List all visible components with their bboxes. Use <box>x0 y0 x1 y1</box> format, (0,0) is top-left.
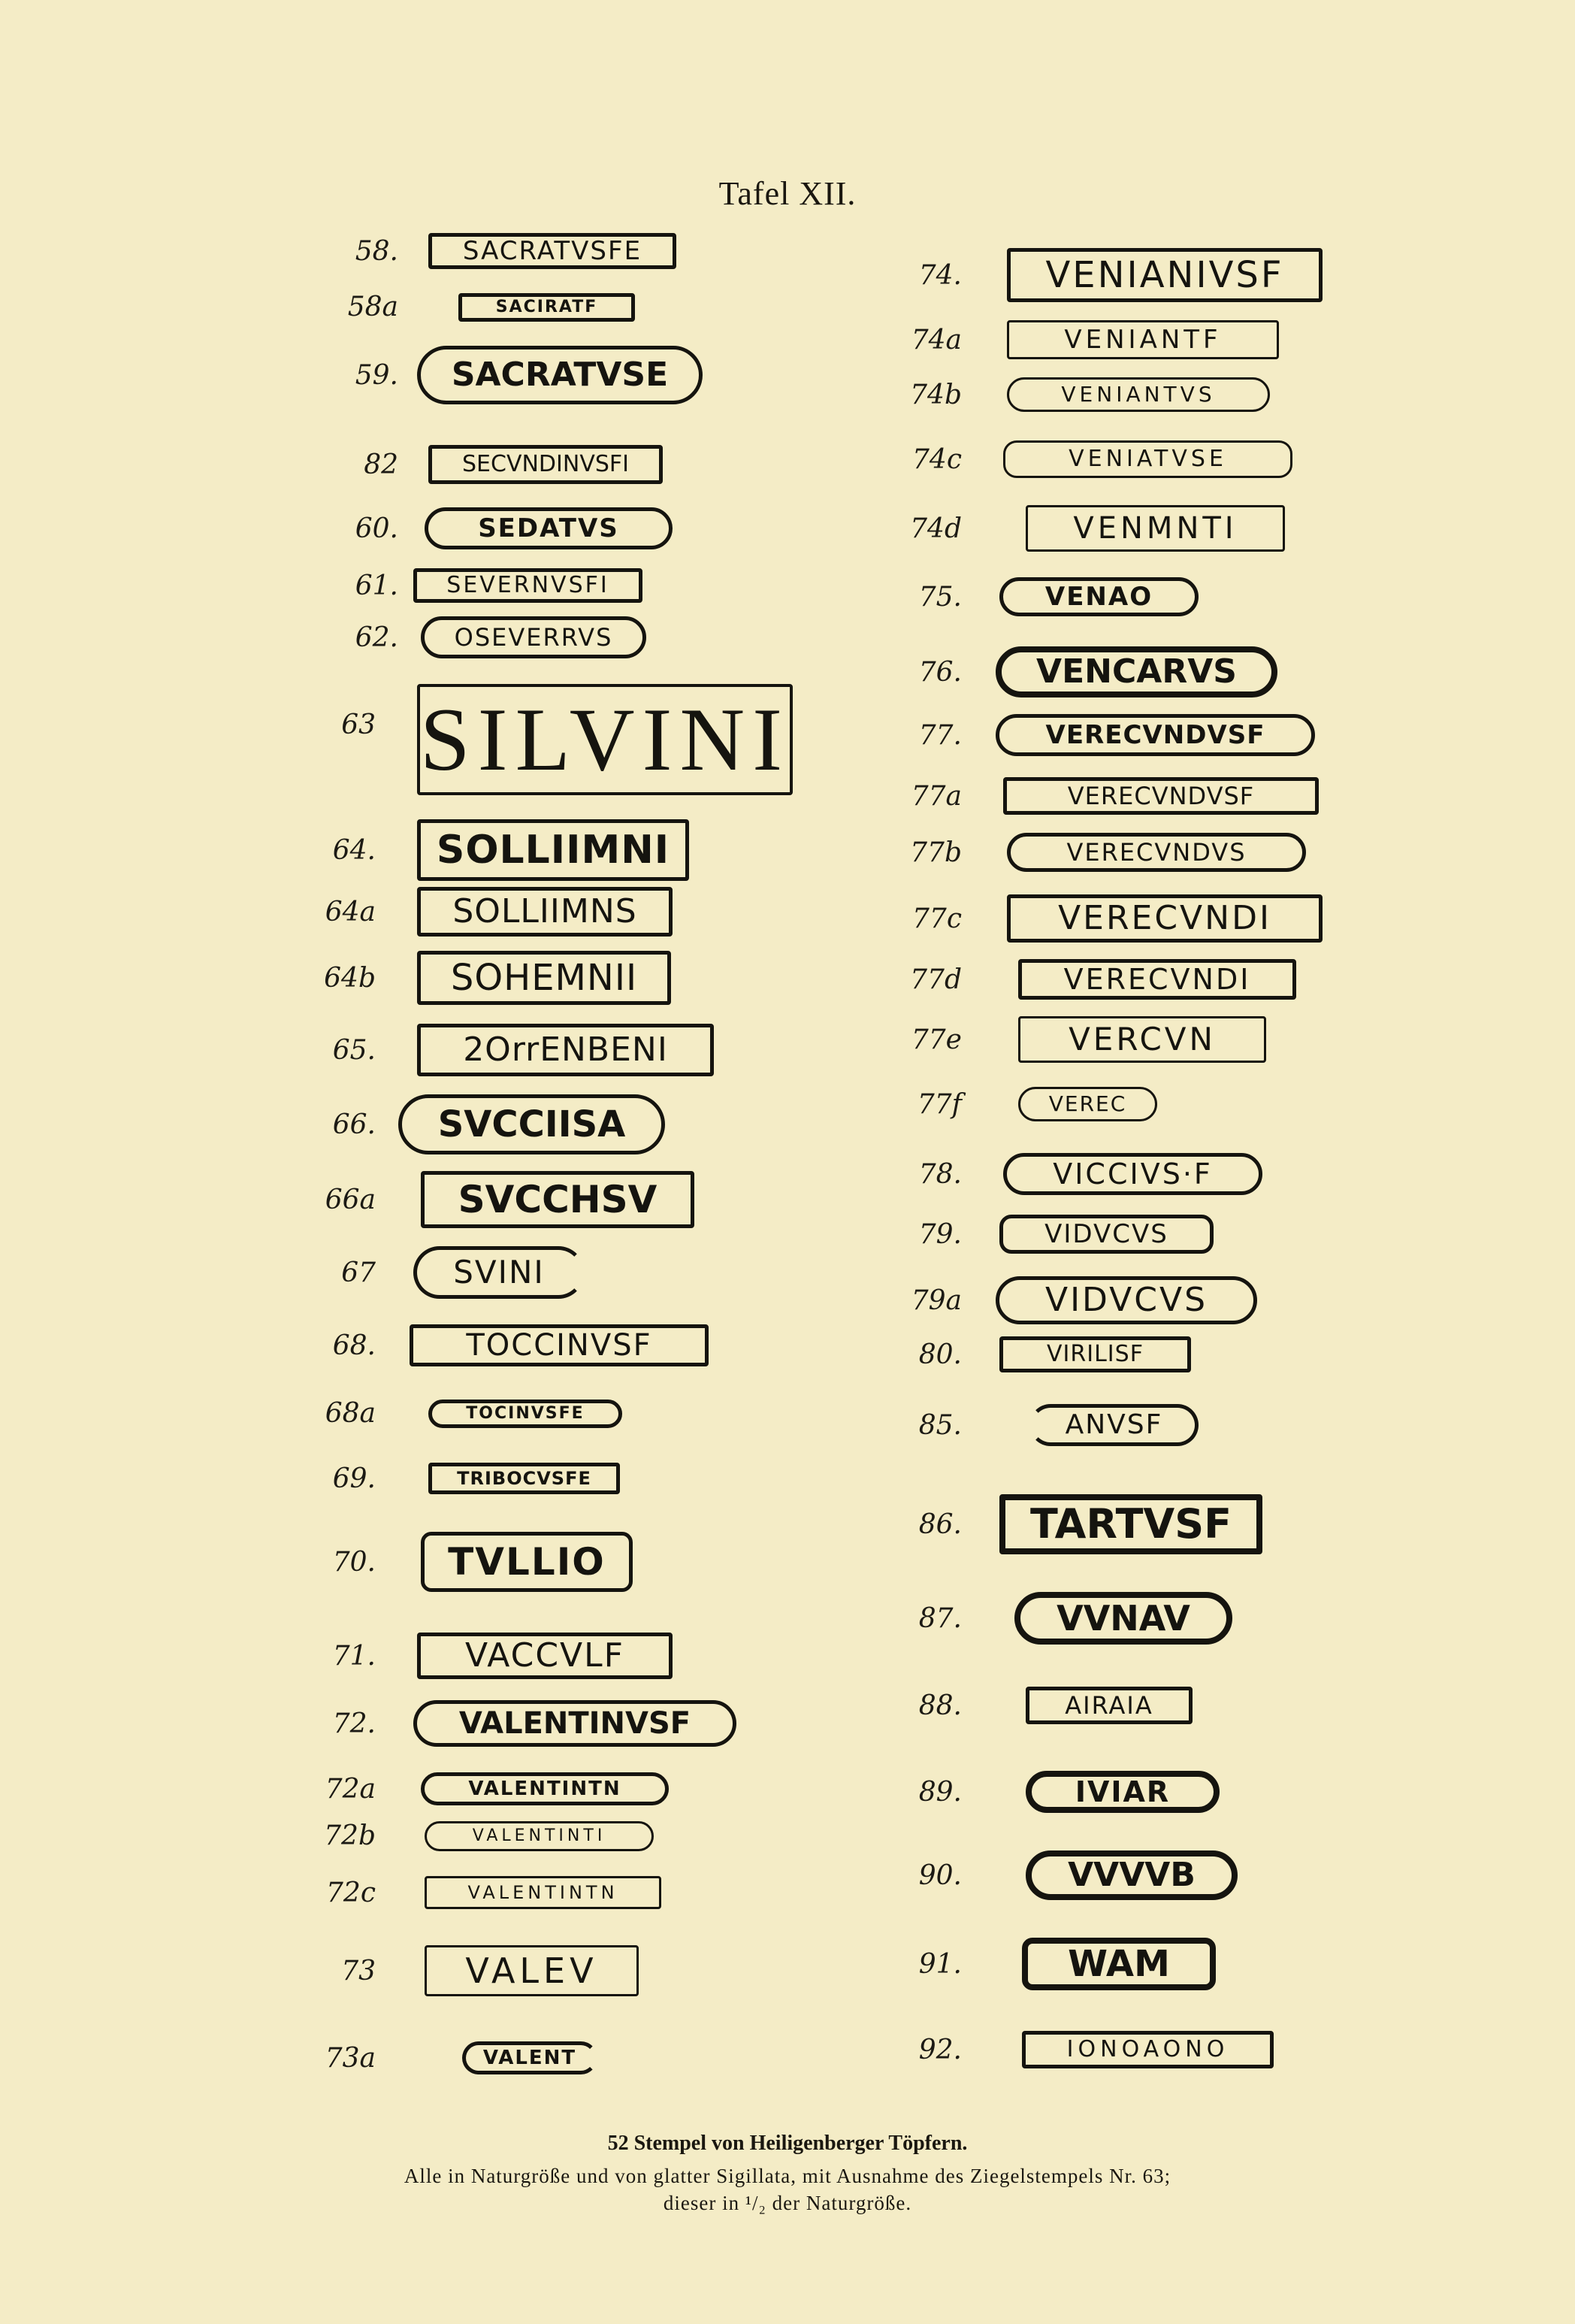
stamp-impression: SECVNDINVSFI <box>428 445 663 484</box>
stamp-number: 77e <box>911 1024 962 1055</box>
stamp-impression: VENCARVS <box>996 646 1277 698</box>
stamp-entry-65 <box>301 1024 714 1076</box>
stamp-number: 62. <box>355 622 398 653</box>
stamp-impression: VALENTINTN <box>421 1772 669 1805</box>
stamp-impression: VALENT <box>462 2041 597 2074</box>
stamp-impression: VIDVCVS <box>999 1215 1214 1254</box>
stamp-number: 58. <box>355 235 398 267</box>
stamp-entry-77f <box>864 1087 1157 1121</box>
stamp-entry-77 <box>864 714 1315 756</box>
stamp-entry-72 <box>301 1700 736 1747</box>
stamp-number: 64. <box>332 834 376 866</box>
stamp-entry-77a <box>864 777 1319 815</box>
stamp-number: 79a <box>911 1285 962 1316</box>
stamp-number: 91. <box>918 1948 962 1980</box>
stamp-impression: AIRAIA <box>1026 1687 1193 1724</box>
stamp-number: 67 <box>341 1257 376 1288</box>
stamp-impression: WAM <box>1022 1938 1216 1990</box>
stamp-impression: IONOAONO <box>1022 2031 1274 2068</box>
stamp-entry-62 <box>301 616 646 658</box>
stamp-entry-71 <box>301 1633 673 1679</box>
stamp-number: 90. <box>918 1860 962 1891</box>
stamp-number: 59. <box>355 359 398 391</box>
stamp-number: 82 <box>364 449 398 480</box>
stamp-entry-63 <box>301 684 793 795</box>
stamp-impression: TVLLIO <box>421 1532 633 1592</box>
stamp-entry-74b <box>864 377 1270 412</box>
page-title: Tafel XII. <box>718 175 857 212</box>
stamp-impression: VALENTINTI <box>425 1821 654 1851</box>
stamp-impression: SOLLIIMNI <box>417 819 689 881</box>
stamp-number: 69. <box>332 1463 376 1494</box>
stamp-impression: VICCIVS·F <box>1003 1153 1262 1195</box>
stamp-entry-89 <box>864 1771 1220 1813</box>
stamp-impression: SVINI <box>413 1246 585 1299</box>
stamp-impression: TARTVSF <box>999 1494 1262 1554</box>
stamp-impression: SEDATVS <box>425 507 673 549</box>
stamp-impression: OSEVERRVS <box>421 616 646 658</box>
stamp-entry-85 <box>864 1404 1199 1446</box>
stamp-entry-68 <box>301 1324 709 1366</box>
stamp-impression: SACRATVSFE <box>428 233 676 269</box>
stamp-number: 77d <box>910 964 962 995</box>
stamp-number: 74c <box>912 443 962 475</box>
stamp-number: 89. <box>918 1776 962 1808</box>
stamp-impression: SACRATVSE <box>417 346 703 404</box>
stamp-entry-61 <box>301 568 642 603</box>
stamp-impression: SOLLIIMNS <box>417 887 673 937</box>
stamp-number: 77c <box>912 903 962 934</box>
stamp-entry-64b <box>301 951 671 1005</box>
stamp-number: 86. <box>918 1508 962 1540</box>
stamp-number: 74a <box>911 324 962 356</box>
stamp-impression: VENIANTVS <box>1007 377 1270 412</box>
stamp-entry-60 <box>301 507 673 549</box>
stamp-number: 74. <box>918 259 962 291</box>
stamp-number: 87. <box>918 1602 962 1634</box>
stamp-number: 68a <box>325 1398 376 1429</box>
stamp-impression: VERCVN <box>1018 1016 1266 1063</box>
stamp-entry-77b <box>864 833 1306 872</box>
stamp-entry-58a <box>301 292 635 322</box>
caption-heading: 52 Stempel von Heiligenberger Töpfern. <box>607 2132 968 2155</box>
stamp-impression: VALENTINTN <box>425 1876 661 1909</box>
stamp-impression: SOHEMNII <box>417 951 671 1005</box>
stamp-number: 77f <box>917 1088 962 1120</box>
stamp-impression: VIRILISF <box>999 1336 1191 1372</box>
stamp-number: 88. <box>918 1690 962 1721</box>
stamp-impression: SVCCIISA <box>398 1094 665 1154</box>
stamp-entry-58 <box>301 233 676 269</box>
stamp-number: 61. <box>355 570 398 601</box>
stamp-number: 70. <box>332 1546 376 1578</box>
stamp-impression: VVNAV <box>1014 1592 1232 1645</box>
stamp-number: 72c <box>326 1877 376 1908</box>
stamp-entry-74d <box>864 505 1285 552</box>
stamp-entry-76 <box>864 646 1277 698</box>
stamp-number: 66. <box>332 1109 376 1140</box>
stamp-entry-70 <box>301 1532 633 1592</box>
stamp-impression: VERECVNDVS <box>1007 833 1306 872</box>
stamp-impression: TOCINVSFE <box>428 1400 622 1428</box>
stamp-entry-92 <box>864 2031 1274 2068</box>
stamp-impression: SEVERNVSFI <box>413 568 642 603</box>
stamp-impression: VERECVNDI <box>1018 959 1296 1000</box>
stamp-entry-79a <box>864 1276 1257 1324</box>
stamp-impression: VENIANTF <box>1007 320 1279 359</box>
stamp-number: 76. <box>918 656 962 688</box>
stamp-impression: VERECVNDI <box>1007 894 1323 943</box>
stamp-impression: SACIRATF <box>458 293 635 322</box>
stamp-number: 72b <box>324 1820 376 1851</box>
stamp-entry-73 <box>301 1945 639 1996</box>
stamp-number: 78. <box>918 1158 962 1190</box>
stamp-number: 74d <box>910 513 962 544</box>
stamp-number: 64b <box>324 962 376 994</box>
stamp-number: 64a <box>325 896 376 927</box>
stamp-entry-91 <box>864 1938 1216 1990</box>
stamp-impression: VIDVCVS <box>996 1276 1257 1324</box>
stamp-impression: VENIANIVSF <box>1007 248 1323 302</box>
stamp-entry-73a <box>301 2041 597 2074</box>
stamp-number: 77. <box>918 719 962 751</box>
stamp-impression: VENIATVSE <box>1003 440 1292 478</box>
stamp-entry-87 <box>864 1592 1232 1645</box>
caption-note: Alle in Naturgröße und von glatter Sigillata, mit Ausnahme des Ziegelstempels Nr. 63; <box>404 2165 1171 2187</box>
stamp-impression: VALEV <box>425 1945 639 1996</box>
stamp-number: 72a <box>325 1773 376 1805</box>
stamp-number: 58a <box>347 292 398 322</box>
stamp-number: 73a <box>325 2042 376 2074</box>
stamp-impression: VALENTINVSF <box>413 1700 736 1747</box>
stamp-entry-88 <box>864 1687 1193 1724</box>
stamp-entry-77e <box>864 1016 1266 1063</box>
stamp-impression: VERECVNDVSF <box>1003 777 1319 815</box>
stamp-number: 66a <box>325 1184 376 1215</box>
stamp-entry-75 <box>864 577 1199 616</box>
stamp-number: 71. <box>332 1640 376 1672</box>
stamp-impression: VENAO <box>999 577 1199 616</box>
stamp-impression: SVCCHSV <box>421 1171 694 1228</box>
stamp-number: 63 <box>341 709 376 740</box>
stamp-number: 92. <box>918 2034 962 2065</box>
stamp-entry-82 <box>301 445 663 484</box>
stamp-impression: VENMNTI <box>1026 505 1285 552</box>
stamp-number: 68. <box>332 1330 376 1361</box>
stamp-entry-67 <box>301 1246 585 1299</box>
stamp-number: 72. <box>332 1708 376 1739</box>
stamp-entry-86 <box>864 1494 1262 1554</box>
stamp-number: 73 <box>341 1955 376 1987</box>
stamp-entry-69 <box>301 1463 620 1494</box>
stamp-impression: SILVINI <box>417 684 793 795</box>
stamp-entry-74c <box>864 440 1292 478</box>
stamp-impression: TRIBOCVSFE <box>428 1463 620 1494</box>
stamp-entry-74a <box>864 320 1279 359</box>
stamp-number: 60. <box>355 513 398 544</box>
stamp-entry-74 <box>864 248 1323 302</box>
stamp-entry-72b <box>301 1820 654 1851</box>
stamp-number: 80. <box>918 1339 962 1370</box>
stamp-entry-66a <box>301 1171 694 1228</box>
stamp-entry-72a <box>301 1772 669 1805</box>
stamp-impression: TOCCINVSF <box>410 1324 709 1366</box>
stamp-entry-72c <box>301 1876 661 1909</box>
caption-note: dieser in ¹/₂ der Naturgröße. <box>663 2192 912 2214</box>
stamp-impression: 2OrrENBENI <box>417 1024 714 1076</box>
stamp-entry-64a <box>301 887 673 937</box>
stamp-entry-78 <box>864 1153 1262 1195</box>
stamp-entry-79 <box>864 1215 1214 1254</box>
stamp-impression: ANVSF <box>1029 1404 1199 1446</box>
stamp-entry-64 <box>301 819 689 881</box>
stamp-number: 77a <box>911 780 962 812</box>
stamp-entry-68a <box>301 1398 622 1429</box>
stamp-impression: VEREC <box>1018 1087 1157 1121</box>
stamp-number: 65. <box>332 1034 376 1066</box>
stamp-number: 75. <box>918 581 962 613</box>
stamp-impression: IVIAR <box>1026 1771 1220 1813</box>
stamp-entry-59 <box>301 346 703 404</box>
stamp-number: 85. <box>918 1409 962 1441</box>
stamp-entry-80 <box>864 1336 1191 1372</box>
stamp-number: 74b <box>910 379 962 410</box>
stamp-entry-66 <box>301 1094 665 1154</box>
stamp-impression: VVVVB <box>1026 1850 1238 1900</box>
stamp-impression: VERECVNDVSF <box>996 714 1315 756</box>
stamp-entry-77d <box>864 959 1296 1000</box>
stamp-entry-90 <box>864 1850 1238 1900</box>
stamp-number: 77b <box>910 837 962 868</box>
stamp-number: 79. <box>918 1218 962 1250</box>
stamp-impression: VACCVLF <box>417 1633 673 1679</box>
stamp-entry-77c <box>864 894 1323 943</box>
